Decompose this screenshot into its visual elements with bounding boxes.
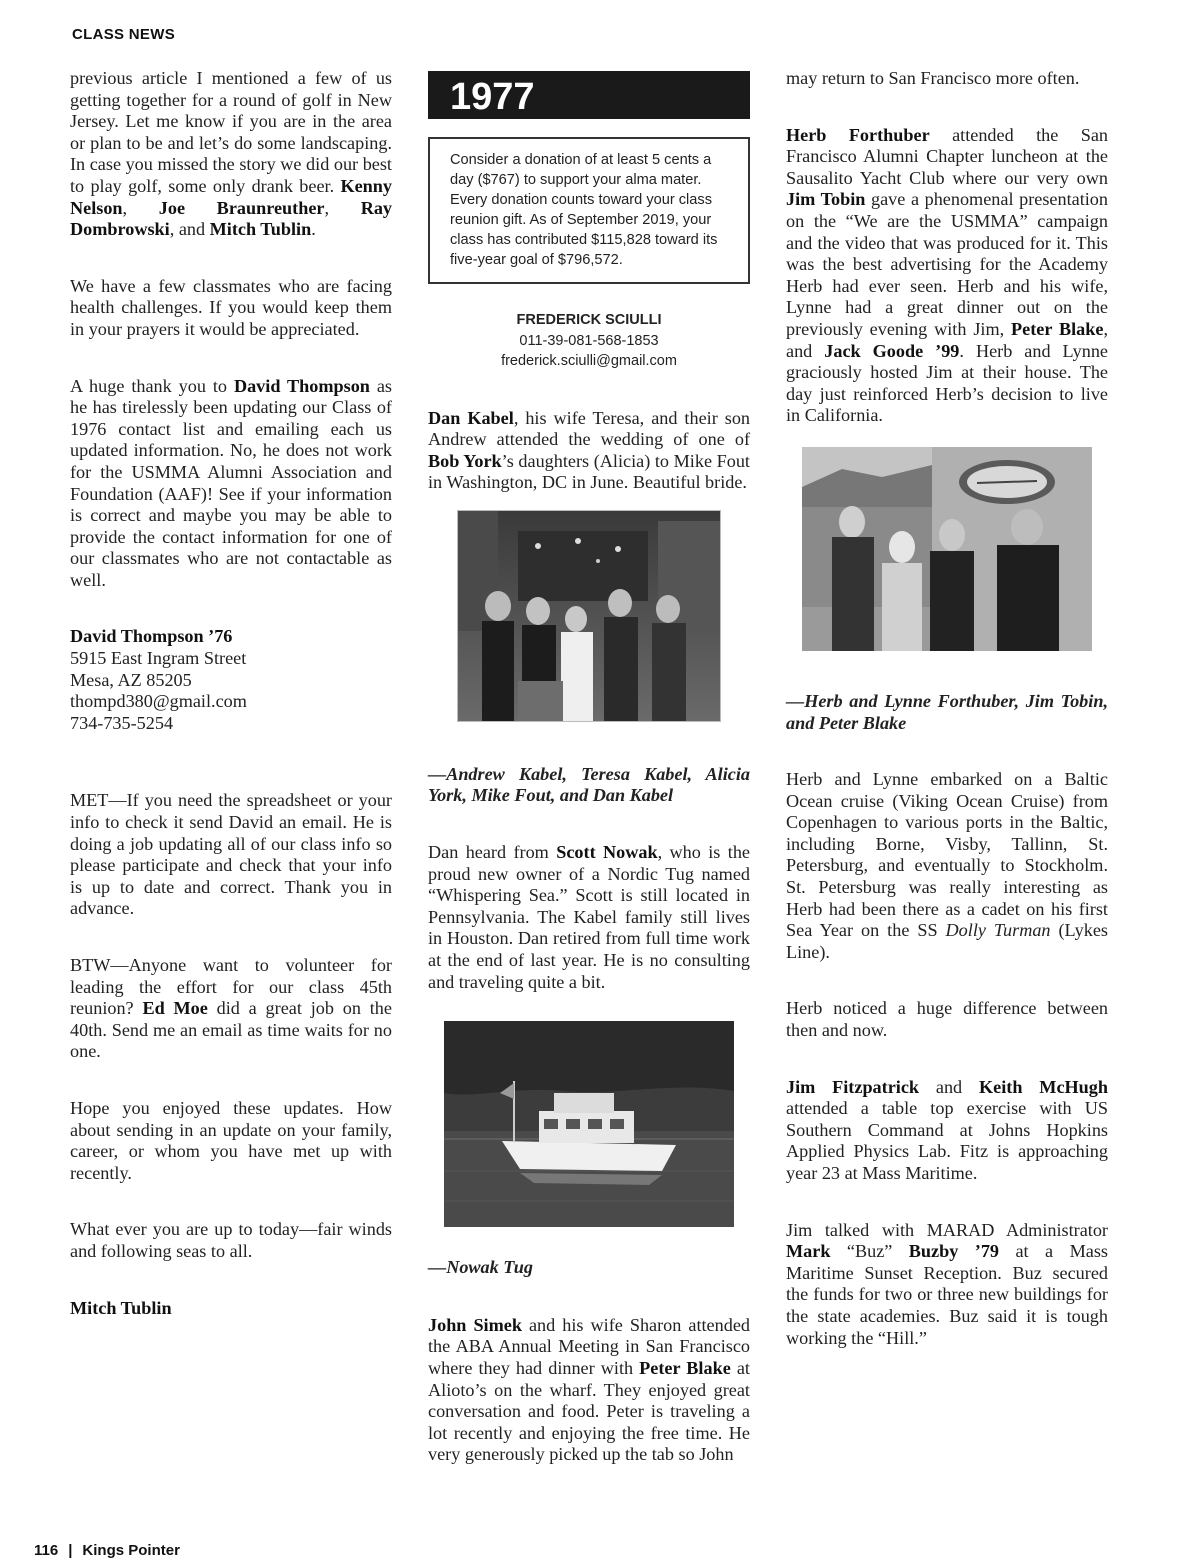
- yacht-club-photo-image: [802, 447, 1092, 651]
- name-bold: Buzby ’79: [908, 1241, 1000, 1262]
- paragraph-met: MET—If you need the spreadsheet or your info to check it send David an email. He is doing a job updating all of our class info so please participate and check that your info is up to date and correct. Thank you in advance.: [70, 790, 392, 919]
- text: attended the San Francisco Alumni Chapter luncheon at the Sausalito Yacht Club where our very own: [786, 124, 1109, 188]
- photo-caption-yacht-club: —Herb and Lynne Forthuber, Jim Tobin, and Peter Blake: [786, 690, 1108, 733]
- footer-separator: |: [68, 1542, 73, 1559]
- name-bold: Joe Braunreuther: [158, 197, 325, 218]
- name-bold: Bob York: [428, 450, 502, 471]
- name-bold: Ed Moe: [142, 998, 208, 1019]
- text: and: [919, 1076, 979, 1097]
- page-footer: [34, 1542, 180, 1559]
- contact-address: [70, 626, 392, 734]
- paragraph-thanks: [70, 376, 392, 592]
- ship-name-italic: Dolly Turman: [945, 920, 1051, 941]
- paragraph-golf: [70, 68, 392, 241]
- wedding-photo-image: [458, 511, 720, 721]
- text: Herb and Lynne embarked on a Baltic Ocean cruise (Viking Ocean Cruise) from Copenhagen to various ports in the Baltic, including Borne, Visby, Tallinn, St. Petersburg, and eventually to Stockholm. St. Petersburg was really interesting as Herb had been there as a cadet on his first Sea Year on the SS: [786, 769, 1108, 941]
- name-bold: Dan Kabel: [428, 407, 514, 428]
- paragraph-luncheon: [786, 125, 1108, 427]
- text: . Herb and Lynne graciously hosted Jim at their house. The day just reinforced Herb’s decision to live in California.: [786, 340, 1109, 426]
- name-bold: Scott Nowak: [556, 842, 658, 863]
- column-2: [428, 68, 750, 1501]
- text: , and: [169, 219, 210, 240]
- paragraph-wedding: [428, 408, 750, 494]
- name-bold: Jim Tobin: [786, 189, 866, 210]
- boat-photo-image: [444, 1021, 734, 1227]
- text: ’s daughters (Alicia) to Mike Fout in Washington, DC in June. Beautiful bride.: [428, 450, 750, 493]
- name-bold: Ray Dombrowski: [70, 197, 393, 240]
- text: ,: [324, 197, 361, 218]
- text: attended a table top exercise with US Southern Command at Johns Hopkins Applied Physics Lab. Fitz is approaching year 23 at Mass Maritime.: [786, 1098, 1108, 1183]
- paragraph-fair-winds: What ever you are up to today—fair winds and following seas to all.: [70, 1219, 392, 1261]
- signoff: [70, 1298, 392, 1320]
- correspondent-name: FREDERICK SCIULLI: [516, 312, 662, 328]
- text: .: [311, 219, 316, 240]
- name-bold: David Thompson: [233, 375, 370, 396]
- wedding-photo: [457, 510, 721, 722]
- photo-caption-wedding: —Andrew Kabel, Teresa Kabel, Alicia York, Mike Fout, and Dan Kabel: [428, 763, 750, 806]
- text: Dan heard from: [428, 842, 557, 863]
- paragraph-updates: Hope you enjoyed these updates. How about sending in an update on your family, career, or whom you have met up with recently.: [70, 1097, 392, 1183]
- name-bold: Keith McHugh: [979, 1076, 1109, 1097]
- contact-phone: 734-735-5254: [70, 712, 174, 733]
- signoff-name: Mitch Tublin: [70, 1297, 172, 1318]
- name-bold: Kenny Nelson: [70, 175, 392, 218]
- paragraph-marad: [786, 1220, 1108, 1350]
- text: did a great job on the 40th. Send me an email as time waits for no one.: [70, 998, 392, 1062]
- name-bold: John Simek: [428, 1314, 522, 1335]
- name-bold: Mitch Tublin: [209, 219, 312, 240]
- paragraph-health: We have a few classmates who are facing health challenges. If you would keep them in your prayers it would be appreciated.: [70, 275, 392, 339]
- page-number: 116: [34, 1542, 59, 1559]
- text: ,: [122, 197, 159, 218]
- correspondent-email[interactable]: frederick.sciulli@gmail.com: [501, 353, 677, 369]
- photo-caption-tug: —Nowak Tug: [428, 1257, 533, 1278]
- paragraph-difference: Herb noticed a huge difference between then and now.: [786, 998, 1108, 1041]
- contact-email[interactable]: thompd380@gmail.com: [70, 691, 247, 712]
- text: , his wife Teresa, and their son Andrew attended the wedding of one of: [428, 407, 751, 450]
- paragraph-baltic-cruise: [786, 769, 1108, 963]
- name-bold: Peter Blake: [639, 1358, 731, 1378]
- text: as he has tirelessly been updating our Class of 1976 contact list and emailing each us updated information. No, he does not work for the USMMA Alumni Association and Foundation (AAF)! See if your information is correct and maybe you may be able to provide the contact information for one of our classmates who are not contactable as well.: [70, 375, 392, 590]
- contact-street: 5915 East Ingram Street: [70, 648, 247, 669]
- yacht-club-photo: [802, 447, 1092, 651]
- donation-box: Consider a donation of at least 5 cents a day ($767) to support your alma mater. Every donation counts toward your class reunion gift. As of September 2019, your class has contributed $115,828 toward its five-year goal of $796,572.: [428, 137, 750, 284]
- correspondent-phone: 011-39-081-568-1853: [519, 332, 659, 349]
- paragraph-btw: [70, 955, 392, 1063]
- class-year-banner: 1977: [428, 71, 750, 119]
- name-bold: Peter Blake: [1011, 318, 1104, 339]
- column-1: [70, 68, 392, 1319]
- text: “Buz”: [830, 1241, 909, 1262]
- paragraph-aba-meeting: [428, 1315, 750, 1466]
- text: , who is the proud new owner of a Nordic Tug named “Whispering Sea.” Scott is still located in Pennsylvania. The Kabel family still lives in Houston. Dan retired from full time work at the end of last year. He is no consulting and traveling quite a bit.: [428, 842, 750, 992]
- text: (Lykes Line).: [786, 920, 1108, 962]
- paragraph-continued: may return to San Francisco more often.: [786, 68, 1080, 88]
- name-bold: Mark: [786, 1241, 831, 1262]
- contact-city: Mesa, AZ 85205: [70, 669, 192, 690]
- text: and his wife Sharon attended the ABA Annual Meeting in San Francisco where they had dinner with: [428, 1314, 750, 1378]
- text: previous article I mentioned a few of us getting together for a round of golf in New Jersey. Let me know if you are in the area or plan to be and let’s do some landscaping. In case you missed the story we did our best to play golf, some only drank beer.: [70, 68, 392, 196]
- contact-name: David Thompson ’76: [70, 626, 233, 647]
- text: A huge thank you to: [70, 375, 234, 396]
- text: BTW—Anyone want to volunteer for leading the effort for our class 45th reunion?: [70, 955, 392, 1019]
- class-correspondent: [428, 310, 750, 372]
- section-label: CLASS NEWS: [72, 26, 176, 43]
- paragraph-tabletop: [786, 1077, 1108, 1185]
- text: at Alioto’s on the wharf. They enjoyed great conversation and food. Peter is traveling a lot recently and enjoying the free time. He very generously picked up the tab so John: [428, 1358, 750, 1465]
- text: Jim talked with MARAD Administrator: [786, 1219, 1108, 1240]
- text: , and: [786, 318, 1108, 361]
- magazine-title: Kings Pointer: [82, 1542, 180, 1559]
- name-bold: Herb Forthuber: [786, 124, 930, 145]
- boat-photo: [444, 1021, 734, 1227]
- column-3: [786, 68, 1108, 1384]
- name-bold: Jim Fitzpatrick: [786, 1076, 920, 1097]
- paragraph-nordic-tug: [428, 842, 750, 993]
- text: gave a phenomenal presentation on the “We are the USMMA” campaign and the video that was produced for it. This was the best advertising for the Academy Herb had ever seen. Herb and his wife, Lynne had a great dinner out on the previously evening with Jim,: [786, 189, 1108, 339]
- name-bold: Jack Goode ’99: [824, 340, 960, 361]
- text: at a Mass Maritime Sunset Reception. Buz secured the funds for two or three new buildings for the state academies. Buz said it is tough working the “Hill.”: [786, 1241, 1108, 1348]
